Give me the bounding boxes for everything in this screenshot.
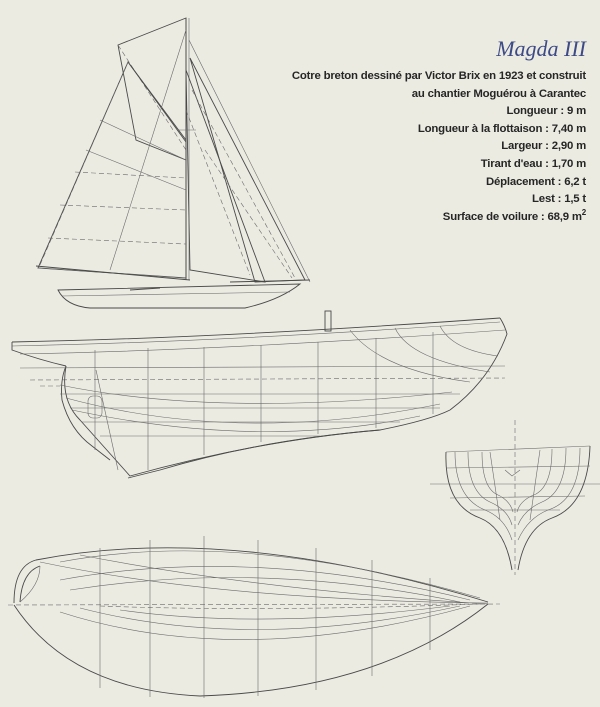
body-plan-drawing [430, 420, 600, 575]
spec-beam: Largeur : 2,90 m [501, 140, 586, 153]
spec-sail-area: Surface de voilure : 68,9 $m^2$ [442, 207, 586, 223]
hull-profile-drawing [12, 311, 507, 478]
spec-ballast: Lest : 1,5 t [532, 193, 586, 206]
boat-title: Magda III [496, 36, 586, 61]
sail-plan-drawing [36, 18, 310, 308]
description-line-1: Cotre breton dessiné par Victor Brix en 1923 et construit [291, 70, 586, 82]
spec-waterline-length: Longueur à la flottaison : 7,40 m [417, 122, 586, 135]
half-breadth-plan-drawing [8, 536, 500, 698]
spec-displacement: Déplacement : 6,2 t [485, 175, 586, 188]
spec-draft: Tirant d'eau : 1,70 m [480, 157, 586, 170]
spec-length: Longueur : 9 m [506, 105, 586, 118]
description-line-2: au chantier Moguérou à Carantec [411, 87, 586, 100]
